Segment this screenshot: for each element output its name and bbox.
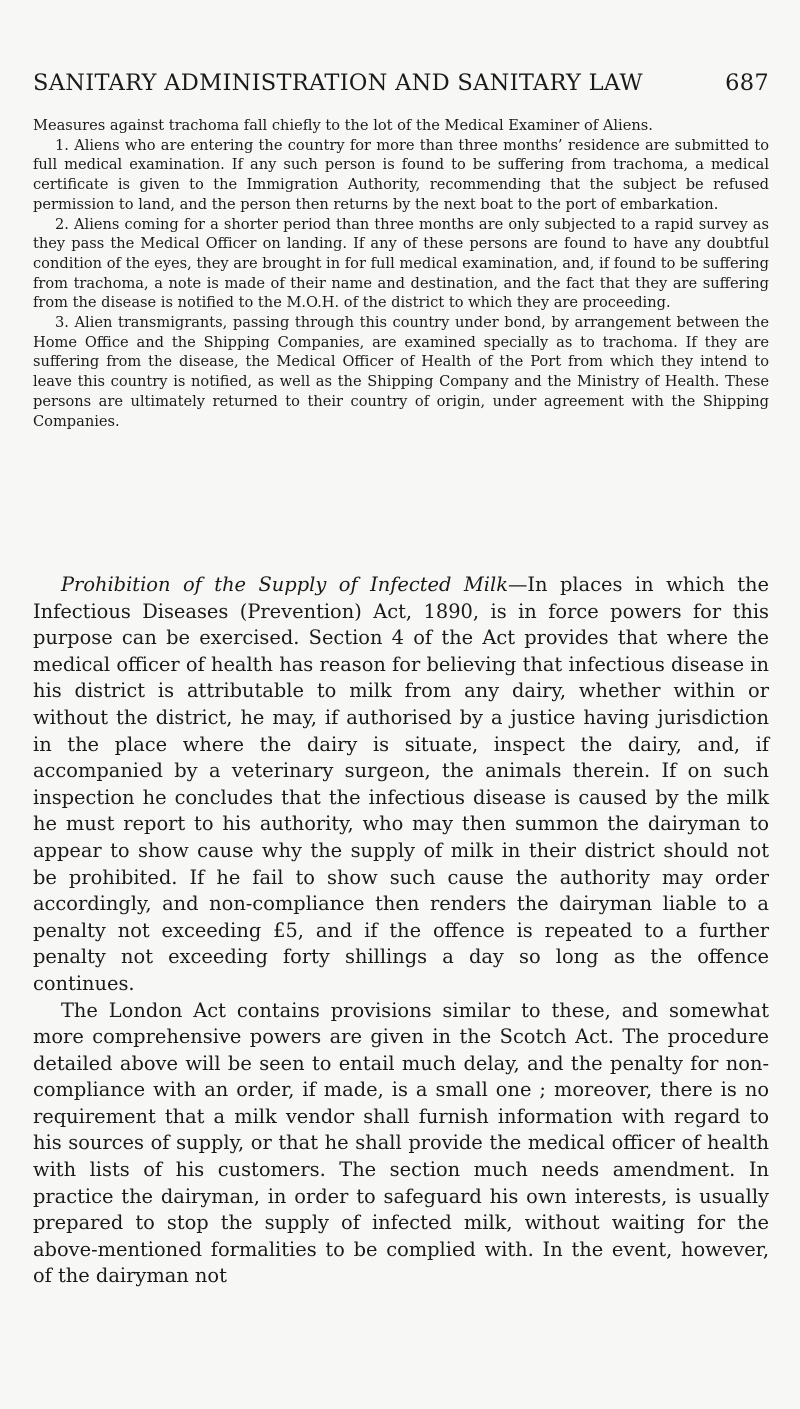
trachoma-section <box>33 116 769 431</box>
milk-paragraph-1 <box>33 572 769 998</box>
trachoma-item-1: 1. Aliens who are entering the country for more than three months’ residence are submitted to full medical examination. If any such person is found to be suffering from trachoma, a medical certificate is given to the Immigration Authority, recommending that the subject be refused permission to land, and the person then returns by the next boat to the port of embarkation. <box>33 136 769 213</box>
milk-paragraph-1-text: —In places in which the Infectious Diseases (Prevention) Act, 1890, is in force powers for this purpose can be exercised. Section 4 of the Act provides that where the medical officer of health has reason for believing that infectious disease in his district is attributable to milk from any dairy, whether within or without the district, he may, if authorised by a justice having jurisdiction in the place where the dairy is situate, inspect the dairy, and, if accompanied by a veterinary surgeon, the animals therein. If on such inspection he concludes that the infectious disease is caused by the milk he must report to his authority, who may then summon the dairyman to appear to show cause why the supply of milk in their district should not be prohibited. If he fail to show such cause the authority may order accordingly, and non-compliance then renders the dairyman liable to a penalty not exceeding £5, and if the offence is repeated to a further penalty not exceeding forty shillings a day so long as the offence continues. <box>33 573 769 995</box>
section-heading: Prohibition of the Supply of Infected Milk <box>61 573 508 596</box>
milk-section <box>33 572 769 1290</box>
trachoma-item-2: 2. Aliens coming for a shorter period than three months are only subjected to a rapid survey as they pass the Medical Officer on landing. If any of these persons are found to have any doubtful condition of the eyes, they are brought in for full medical examination, and, if found to be suffering from trachoma, a note is made of their name and destination, and the fact that they are suffering from the disease is notified to the M.O.H. of the district to which they are proceeding. <box>33 215 769 312</box>
page-number: 687 <box>725 70 769 96</box>
running-head <box>33 70 769 96</box>
milk-paragraph-2: The London Act contains provisions similar to these, and somewhat more comprehensive powers are given in the Scotch Act. The procedure detailed above will be seen to entail much delay, and the penalty for non-compliance with an order, if made, is a small one ; moreover, there is no requirement that a milk vendor shall furnish information with regard to his sources of supply, or that he shall provide the medical officer of health with lists of his customers. The section much needs amendment. In practice the dairyman, in order to safeguard his own interests, is usually prepared to stop the supply of infected milk, without waiting for the above-mentioned formalities to be complied with. In the event, however, of the dairyman not <box>33 998 769 1288</box>
running-head-title: SANITARY ADMINISTRATION AND SANITARY LAW <box>33 70 643 96</box>
trachoma-intro: Measures against trachoma fall chiefly to the lot of the Medical Examiner of Aliens. <box>33 117 653 134</box>
trachoma-item-3: 3. Alien transmigrants, passing through this country under bond, by arrangement between the Home Office and the Shipping Companies, are examined specially as to trachoma. If they are suffering from the disease, the Medical Officer of Health of the Port from which they intend to leave this country is notified, as well as the Shipping Company and the Ministry of Health. These persons are ultimately returned to their country of origin, under agreement with the Shipping Companies. <box>33 314 769 430</box>
